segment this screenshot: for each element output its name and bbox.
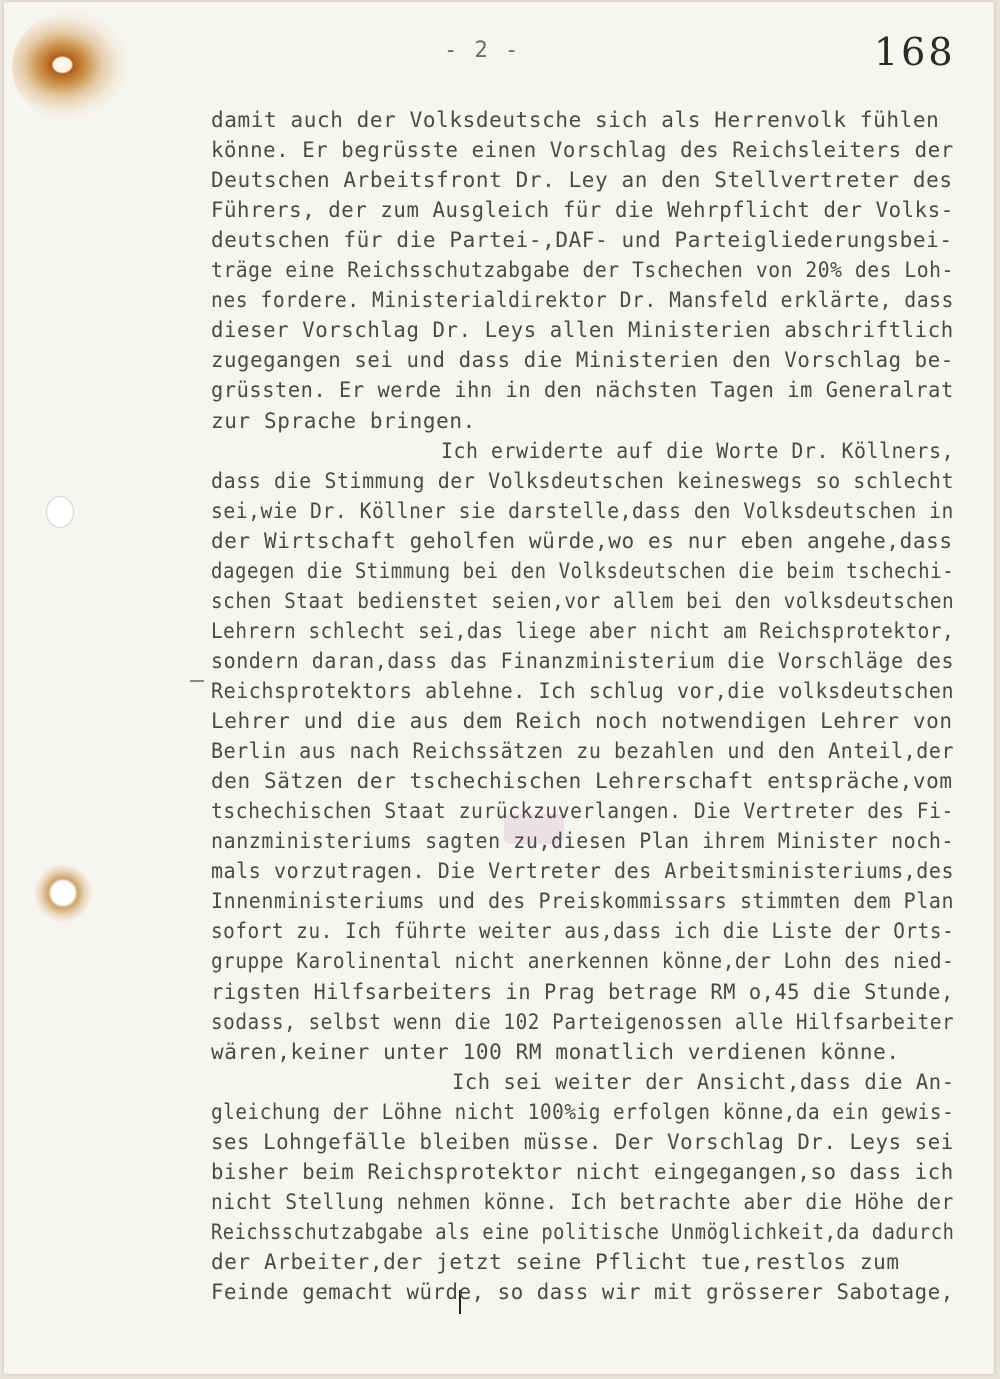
body-line: wären,keiner unter 100 RM monatlich verdienen könne. — [211, 1039, 900, 1064]
body-line: Lehrer und die aus dem Reich noch notwendigen Lehrer von — [211, 709, 953, 733]
body-line: zugegangen sei und dass die Ministerien den Vorschlag be- — [211, 348, 954, 373]
body-line: bisher beim Reichsprotektor nicht eingegangen,so dass ich — [211, 1159, 954, 1184]
body-line: Reichsschutzabgabe als eine politische Unmöglichkeit,da dadurch — [211, 1219, 955, 1244]
burn-hole — [34, 864, 92, 922]
body-line: den Sätzen der tschechischen Lehrerschaft entspräche,vom — [211, 769, 953, 794]
body-line: damit auch der Volksdeutsche sich als Herrenvolk fühlen — [211, 108, 940, 132]
body-line: sodass, selbst wenn die 102 Parteigenossen alle Hilfsarbeiter — [211, 1009, 955, 1034]
body-line: dagegen die Stimmung bei den Volksdeutschen die beim tschechi- — [211, 558, 955, 583]
body-line: Führers, der zum Ausgleich für die Wehrpflicht der Volks- — [211, 198, 954, 223]
body-line: Berlin aus nach Reichssätzen zu bezahlen und den Anteil,der — [211, 739, 955, 764]
body-line: sei,wie Dr. Köllner sie darstelle,dass den Volksdeutschen in — [211, 498, 954, 523]
body-line: Deutschen Arbeitsfront Dr. Ley an den Stellvertreter des — [211, 168, 953, 193]
body-line: nanzministeriums sagten zu,diesen Plan ihrem Minister noch- — [211, 829, 955, 854]
body-line: mals vorzutragen. Die Vertreter des Arbeitsministeriums,des — [211, 859, 955, 884]
body-line: dass die Stimmung der Volksdeutschen keineswegs so schlecht — [211, 468, 955, 493]
page-number: - 2 - — [444, 38, 521, 63]
body-line: deutschen für die Partei-,DAF- und Parteigliederungsbei- — [211, 228, 953, 253]
body-line: Ich erwiderte auf die Worte Dr. Köllners, — [441, 438, 955, 463]
body-line: grüssten. Er werde ihn in den nächsten Tagen im Generalrat — [211, 378, 954, 403]
body-line: schen Staat bedienstet seien,vor allem bei den volksdeutschen — [211, 588, 955, 613]
body-line: nicht Stellung nehmen könne. Ich betrachte aber die Höhe der — [211, 1189, 954, 1214]
body-line: gleichung der Löhne nicht 100%ig erfolgen könne,da ein gewis- — [211, 1099, 955, 1124]
body-line: Reichsprotektors ablehne. Ich schlug vor,die volksdeutschen — [211, 679, 955, 703]
body-line: Innenministeriums und des Preiskommissars stimmten dem Plan — [211, 889, 955, 914]
body-line: Ich sei weiter der Ansicht,dass die An- — [452, 1069, 955, 1094]
body-line: der Arbeiter,der jetzt seine Pflicht tue,restlos zum — [211, 1249, 900, 1274]
body-line: ses Lohngefälle bleiben müsse. Der Vorschlag Dr. Leys sei — [211, 1129, 954, 1154]
body-line: rigsten Hilfsarbeiters in Prag betrage RM o,45 die Stunde, — [211, 979, 954, 1004]
body-line: sofort zu. Ich führte weiter aus,dass ich die Liste der Orts- — [211, 919, 955, 944]
body-line: träge eine Reichsschutzabgabe der Tschechen von 20% des Loh- — [211, 258, 954, 283]
body-line: dieser Vorschlag Dr. Leys allen Ministerien abschriftlich — [211, 318, 954, 343]
body-line: gruppe Karolinental nicht anerkennen könne,der Lohn des nied- — [211, 949, 955, 974]
body-line: nes fordere. Ministerialdirektor Dr. Mansfeld erklärte, dass — [211, 288, 954, 313]
body-line: Lehrern schlecht sei,das liege aber nicht am Reichsprotektor, — [211, 618, 955, 643]
body-line: könne. Er begrüsste einen Vorschlag des Reichsleiters der — [211, 138, 954, 163]
burn-stain-top — [12, 12, 132, 122]
body-line: tschechischen Staat zurückzuverlangen. Die Vertreter des Fi- — [211, 799, 954, 824]
punch-hole — [46, 496, 74, 528]
folio-number: 168 — [874, 30, 956, 74]
body-line: der Wirtschaft geholfen würde,wo es nur eben angehe,dass — [211, 528, 953, 553]
body-line: sondern daran,dass das Finanzministerium die Vorschläge des — [211, 648, 955, 673]
margin-mark — [190, 680, 204, 682]
body-line: zur Sprache bringen. — [211, 408, 476, 433]
body-line: Feinde gemacht würde, so dass wir mit grösserer Sabotage, — [211, 1280, 954, 1304]
document-page — [4, 2, 994, 1374]
